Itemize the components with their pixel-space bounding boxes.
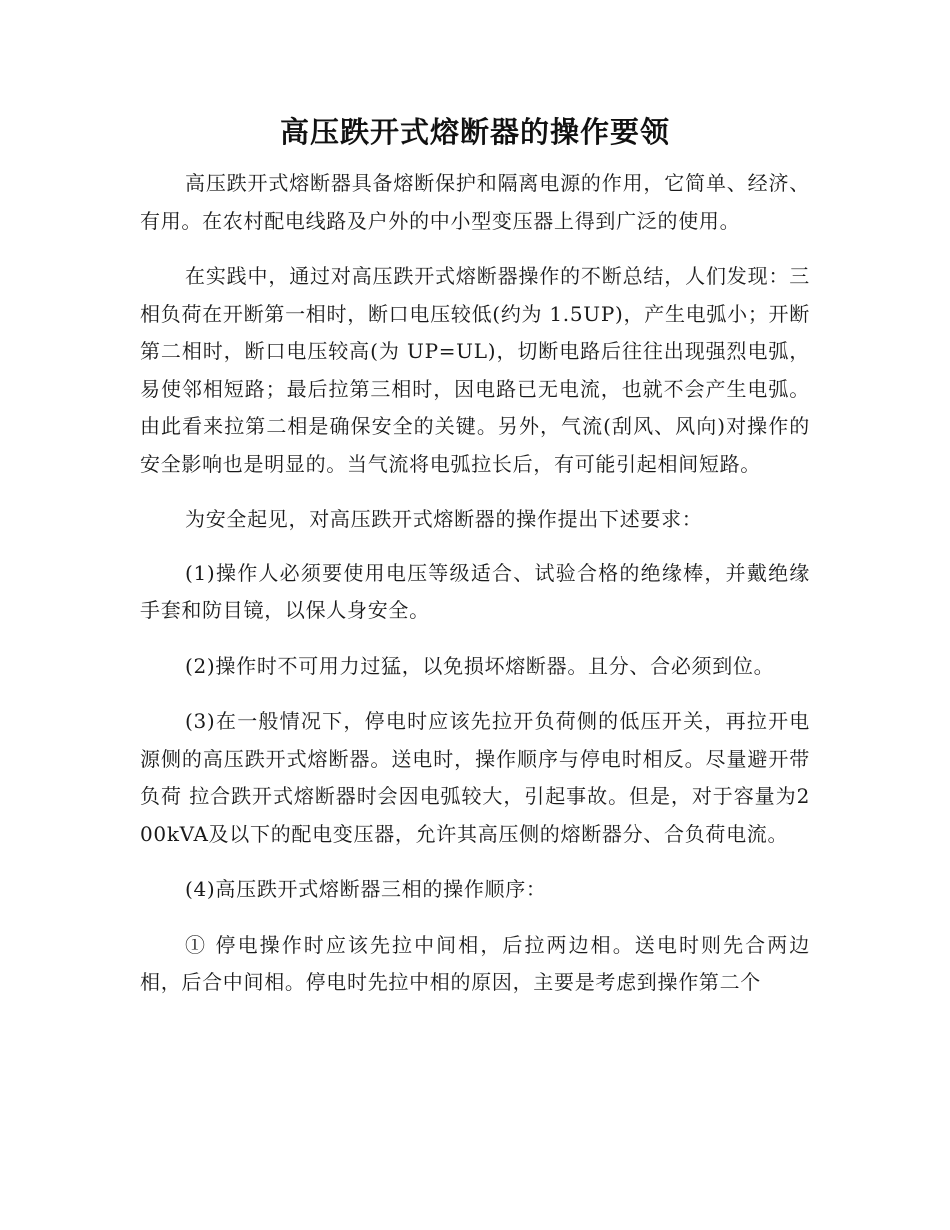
paragraph-requirement-4: (4)高压跌开式熔断器三相的操作顺序： <box>185 877 547 901</box>
paragraph-requirements-intro: 为安全起见，对高压跌开式熔断器的操作提出下述要求： <box>185 507 703 531</box>
paragraph-requirement-3: (3)在一般情况下，停电时应该先拉开负荷侧的低压开关，再拉开电源侧的高压跌开式熔断器。送电时，操作顺序与停电时相反。尽量避开带负荷 拉合跌开式熔断器时会因电弧较大，引起事故。但是，对于容量为200kVA及以下的配电变压器，允许其高压侧的熔断器分、合负荷电流。 <box>140 709 810 846</box>
paragraph-intro: 高压跌开式熔断器具备熔断保护和隔离电源的作用，它简单、经济、有用。在农村配电线路及户外的中小型变压器上得到广泛的使用。 <box>140 171 810 233</box>
paragraph-requirement-1: (1)操作人必须要使用电压等级适合、试验合格的绝缘棒，并戴绝缘手套和防目镜，以保人身安全。 <box>140 560 810 622</box>
document-title: 高压跌开式熔断器的操作要领 <box>279 115 670 149</box>
paragraph-requirement-2: (2)操作时不可用力过猛，以免损坏熔断器。且分、合必须到位。 <box>185 653 775 678</box>
paragraph-sequence-1: ① 停电操作时应该先拉中间相，后拉两边相。送电时则先合两边相，后合中间相。停电时先拉中相的原因，主要是考虑到操作第二个 <box>140 932 810 994</box>
document-body <box>140 165 810 1020</box>
paragraph-practice: 在实践中，通过对高压跌开式熔断器操作的不断总结，人们发现：三相负荷在开断第一相时，断口电压较低(约为 1.5UP)，产生电弧小；开断第二相时，断口电压较高(为 UP=UL)，切断电路后往往出现强烈电弧，易使邻相短路；最后拉第三相时，因电路已无电流，也就不会产生电弧。由此看来拉第二相是确保安全的关键。另外，气流(刮风、风向)对操作的安全影响也是明显的。当气流将电弧拉长后，有可能引起相间短路。 <box>140 264 810 476</box>
